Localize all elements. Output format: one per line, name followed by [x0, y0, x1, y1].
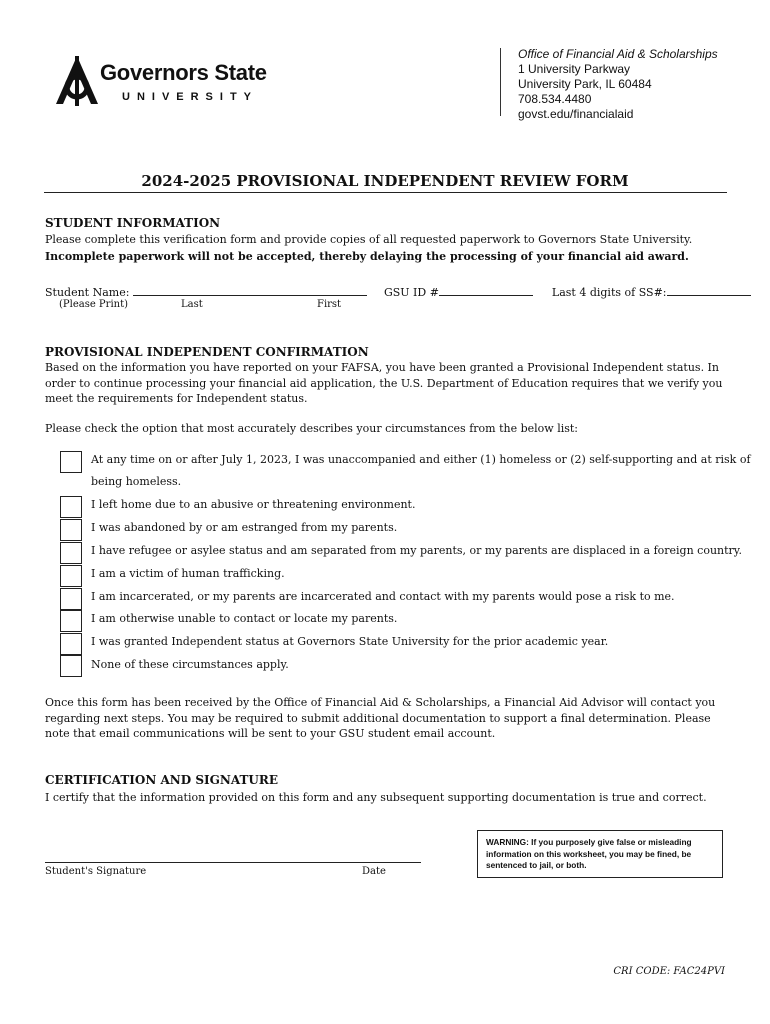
first-name-caption: First: [317, 299, 342, 310]
gsu-id-label: GSU ID #: [383, 286, 439, 299]
option-checkbox-4[interactable]: [60, 542, 82, 564]
option-checkbox-1[interactable]: [60, 451, 82, 473]
certification-heading: CERTIFICATION AND SIGNATURE: [45, 773, 279, 787]
checklist-prompt: Please check the option that most accurately describes your circumstances from the below list:: [45, 422, 579, 435]
office-phone: 708.534.4480: [518, 92, 592, 106]
student-info-instructions: Please complete this verification form and provide copies of all requested paperwork to Governors State University.: [45, 233, 693, 246]
logo-name: Governors State: [100, 60, 267, 85]
option-checkbox-6[interactable]: [60, 588, 82, 610]
warning-box: WARNING: If you purposely give false or misleading information on this worksheet, you may be fined, be sentenced to jail, or both.: [477, 830, 723, 878]
signature-label: Student's Signature: [45, 866, 147, 877]
office-address-2: University Park, IL 60484: [518, 77, 652, 91]
date-label: Date: [362, 866, 386, 877]
next-steps-paragraph: Once this form has been received by the Office of Financial Aid & Scholarships, a Financial Aid Advisor will contact you regarding next steps. You may be required to submit additional documentation to support a final determination. Please note that email communications will be sent to your GSU student email account.: [45, 696, 716, 740]
student-fields-row: [45, 284, 751, 299]
option-checkbox-8[interactable]: [60, 633, 82, 655]
office-title: Office of Financial Aid & Scholarships: [518, 47, 718, 61]
student-name-field[interactable]: [133, 284, 367, 296]
cri-code: CRI CODE: FAC24PVI: [613, 966, 725, 977]
header-divider: [500, 48, 501, 116]
student-name-label: Student Name:: [45, 286, 130, 299]
option-checkbox-7[interactable]: [60, 610, 82, 632]
option-checkbox-9[interactable]: [60, 655, 82, 677]
certification-text: I certify that the information provided on this form and any subsequent supporting documentation is true and correct.: [45, 791, 707, 804]
option-label-3: I was abandoned by or am estranged from my parents.: [91, 521, 398, 534]
logo-mark-icon: [52, 54, 102, 108]
please-print-note: (Please Print): [59, 299, 129, 310]
option-checkbox-3[interactable]: [60, 519, 82, 541]
office-contact: [518, 47, 718, 122]
option-label-4: I have refugee or asylee status and am separated from my parents, or my parents are displaced in a foreign country.: [91, 544, 743, 557]
option-label-1: At any time on or after July 1, 2023, I was unaccompanied and either (1) homeless or (2) self-supporting and at risk of: [91, 453, 751, 466]
signature-line[interactable]: [45, 862, 421, 863]
option-label-1-cont: being homeless.: [91, 475, 182, 488]
option-checkbox-5[interactable]: [60, 565, 82, 587]
option-label-2: I left home due to an abusive or threatening environment.: [91, 498, 416, 511]
option-label-5: I am a victim of human trafficking.: [91, 567, 285, 580]
option-label-8: I was granted Independent status at Governors State University for the prior academic year.: [91, 635, 609, 648]
last-name-caption: Last: [181, 299, 203, 310]
ssn-label: Last 4 digits of SS#:: [551, 286, 667, 299]
office-web: govst.edu/financialaid: [518, 107, 634, 121]
form-title: 2024-2025 PROVISIONAL INDEPENDENT REVIEW FORM: [141, 172, 629, 190]
logo-subtitle: UNIVERSITY: [122, 91, 259, 103]
option-label-7: I am otherwise unable to contact or locate my parents.: [91, 612, 398, 625]
confirmation-heading: PROVISIONAL INDEPENDENT CONFIRMATION: [45, 345, 369, 359]
student-info-warning: Incomplete paperwork will not be accepted, thereby delaying the processing of your financial aid award.: [45, 250, 689, 263]
office-address-1: 1 University Parkway: [518, 62, 631, 76]
option-checkbox-2[interactable]: [60, 496, 82, 518]
option-label-6: I am incarcerated, or my parents are incarcerated and contact with my parents would pose a risk to me.: [91, 590, 675, 603]
gsu-id-field[interactable]: [439, 284, 533, 296]
title-rule: [44, 192, 727, 193]
confirmation-paragraph: Based on the information you have reported on your FAFSA, you have been granted a Provisional Independent status. In order to continue processing your financial aid application, the U.S. Department of Education requires that we verify you meet the requirements for Independent status.: [45, 361, 723, 405]
student-info-heading: STUDENT INFORMATION: [45, 216, 221, 230]
option-label-9: None of these circumstances apply.: [91, 658, 289, 671]
ssn-field[interactable]: [667, 284, 751, 296]
